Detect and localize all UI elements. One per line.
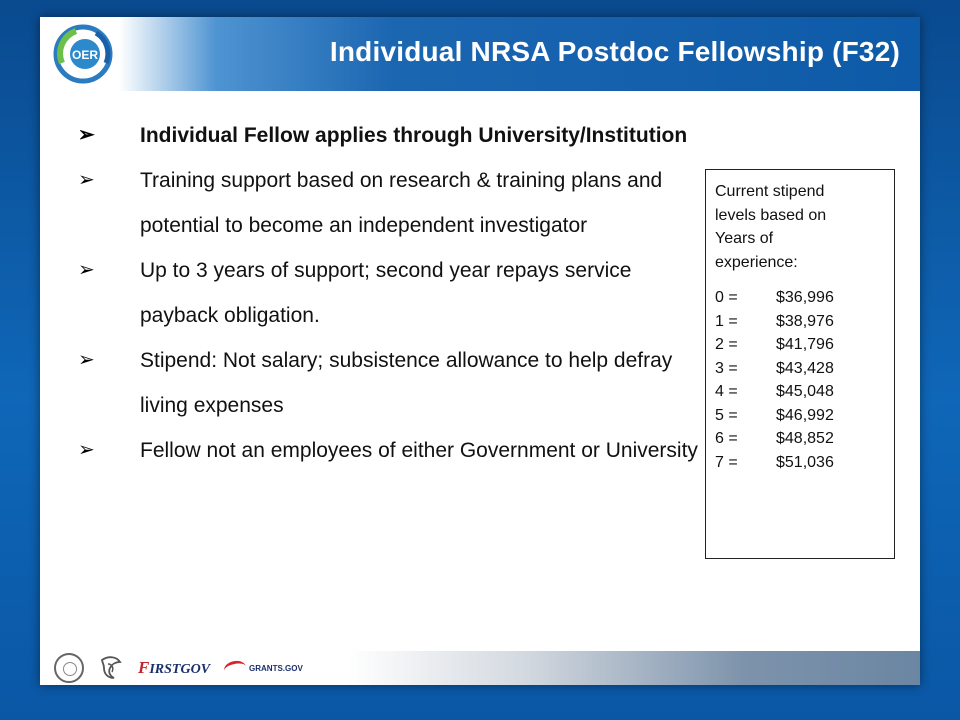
- slide-frame: [40, 17, 920, 685]
- stipend-row: [715, 286, 894, 310]
- stipend-years: 3 =: [715, 359, 738, 377]
- title-bar: [40, 17, 920, 91]
- bullet-text: Up to 3 years of support; second year repays service payback obligation.: [140, 259, 632, 327]
- grants-gov-logo: [224, 661, 303, 676]
- arrow-bullet-icon: ➢: [78, 439, 95, 461]
- bullet-item: [74, 428, 714, 473]
- stipend-box: [705, 169, 895, 559]
- stipend-amount: $46,992: [776, 406, 834, 424]
- bullet-item: [74, 113, 714, 158]
- bullet-item: [74, 338, 714, 428]
- stipend-years: 5 =: [715, 406, 738, 424]
- stipend-row: [715, 333, 894, 357]
- stipend-row: [715, 404, 894, 428]
- nih-seal-icon: [54, 653, 84, 683]
- firstgov-logo: FIRSTGOV: [138, 658, 211, 677]
- stipend-amount: $43,428: [776, 359, 834, 377]
- oer-logo-icon: [52, 23, 114, 85]
- stipend-row: [715, 427, 894, 451]
- svg-text:OER: OER: [71, 48, 99, 62]
- stipend-row: [715, 380, 894, 404]
- arrow-bullet-icon: ➢: [78, 124, 95, 146]
- stipend-row: [715, 357, 894, 381]
- stipend-table: [715, 286, 894, 474]
- footer-bar: [40, 651, 920, 685]
- bullet-text: Stipend: Not salary; subsistence allowance to help defray living expenses: [140, 349, 673, 417]
- stipend-amount: $36,996: [776, 289, 834, 306]
- stipend-heading: Current stipend levels based on Years of experience:: [715, 183, 827, 271]
- bullet-item: [74, 248, 714, 338]
- stipend-amount: $48,852: [776, 430, 834, 447]
- firstgov-text: IRSTGOV: [149, 662, 211, 677]
- stipend-amount: $45,048: [776, 383, 834, 400]
- stipend-amount: $41,796: [776, 336, 834, 353]
- stipend-row: [715, 310, 894, 334]
- arrow-bullet-icon: ➢: [78, 259, 95, 281]
- stipend-years: 7 =: [715, 453, 738, 471]
- arrow-bullet-icon: ➢: [78, 169, 95, 191]
- bullet-list: [74, 113, 714, 473]
- stipend-amount: $51,036: [776, 453, 834, 471]
- grants-gov-text: GRANTS.GOV: [249, 663, 303, 673]
- stipend-years: 2 =: [715, 336, 738, 353]
- bullet-text: Fellow not an employees of either Government or University: [140, 439, 698, 462]
- stipend-years: 1 =: [715, 312, 738, 330]
- arrow-bullet-icon: ➢: [78, 349, 95, 371]
- grants-swoosh-icon: [223, 658, 248, 677]
- hhs-eagle-icon: [98, 654, 124, 682]
- footer-logos: [54, 653, 303, 683]
- bullet-item: [74, 158, 714, 248]
- slide-title: Individual NRSA Postdoc Fellowship (F32): [329, 36, 900, 67]
- bullet-text: Training support based on research & training plans and potential to become an independent investigator: [140, 169, 663, 237]
- stipend-row: [715, 451, 894, 475]
- stipend-years: 6 =: [715, 430, 738, 447]
- stipend-amount: $38,976: [776, 312, 834, 330]
- bullet-text: Individual Fellow applies through University/Institution: [140, 124, 688, 147]
- stipend-years: 0 =: [715, 289, 738, 306]
- stipend-years: 4 =: [715, 383, 738, 400]
